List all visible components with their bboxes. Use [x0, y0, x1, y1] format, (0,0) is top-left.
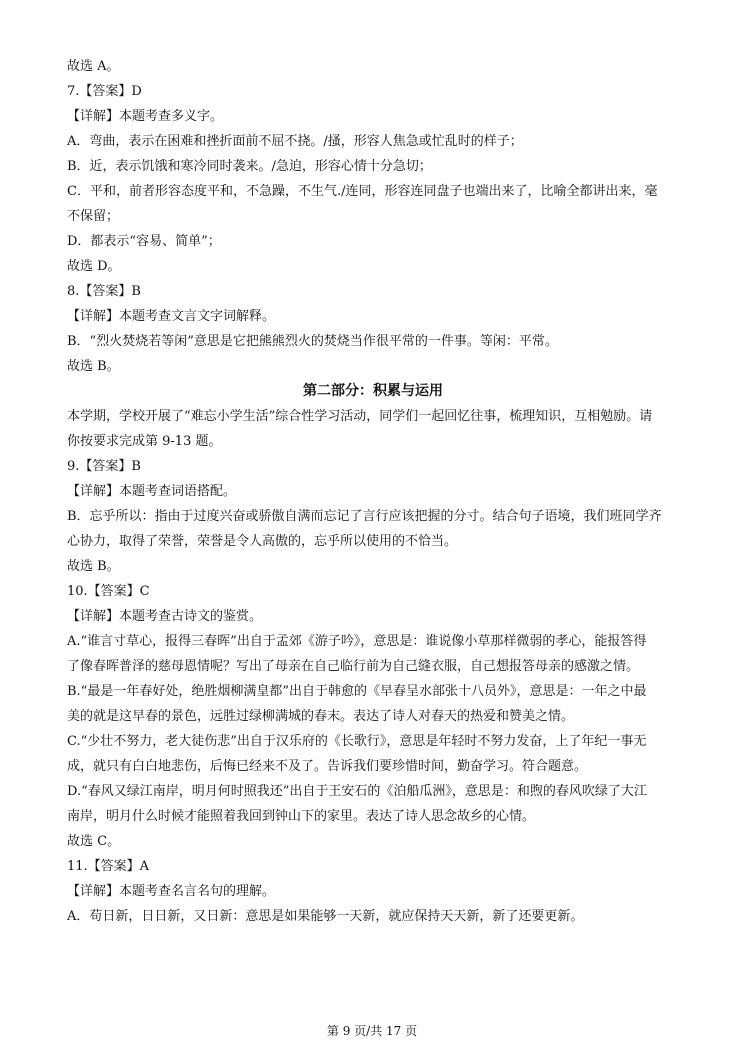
answer-line-q10: 10.【答案】C — [67, 584, 150, 599]
text-line: 南岸，明月什么时候才能照着我回到钟山下的家里。表达了诗人思念故乡的心情。 — [67, 809, 536, 824]
text-line: 【详解】本题考查多义字。 — [67, 109, 224, 124]
text-line: 故选 B。 — [67, 359, 120, 374]
text-line: B．“烈火焚烧若等闲”意思是它把熊熊烈火的焚烧当作很平常的一件事。等闲：平常。 — [67, 334, 558, 349]
text-line: A．苟日新，日日新，又日新：意思是如果能够一天新，就应保持天天新，新了还要更新。 — [67, 909, 584, 924]
answer-line-q8: 8.【答案】B — [67, 284, 141, 299]
text-line: 【详解】本题考查古诗文的鉴赏。 — [67, 609, 263, 624]
text-line: 本学期，学校开展了“难忘小学生活”综合性学习活动，同学们一起回忆往事，梳理知识，互相勉励。请 — [67, 409, 653, 424]
page-content — [67, 54, 679, 929]
text-line: 故选 D。 — [67, 259, 121, 274]
text-line: D．都表示“容易、简单”； — [67, 234, 221, 249]
text-line: 心协力，取得了荣誉，荣誉是令人高傲的，忘乎所以使用的不恰当。 — [67, 534, 458, 549]
answer-line-q7: 7.【答案】D — [67, 84, 142, 99]
text-line: C．平和，前者形容态度平和，不急躁，不生气./连同，形容连同盘子也端出来了，比喻全都讲出来，毫 — [67, 184, 658, 199]
text-line: 你按要求完成第 9-13 题。 — [67, 434, 222, 449]
page-footer: 第 9 页/共 17 页 — [326, 1024, 418, 1038]
text-line: A.“谁言寸草心，报得三春晖”出自于孟郊《游子吟》，意思是：谁说像小草那样微弱的孝心，能报答得 — [67, 634, 647, 649]
text-line: 【详解】本题考查文言文字词解释。 — [67, 309, 276, 324]
text-line: 美的就是这早春的景色，远胜过绿柳满城的春末。表达了诗人对春天的热爱和赞美之情。 — [67, 709, 575, 724]
text-line: 【详解】本题考查词语搭配。 — [67, 484, 237, 499]
text-line: B．忘乎所以：指由于过度兴奋或骄傲自满而忘记了言行应该把握的分寸。结合句子语境，我们班同学齐 — [67, 509, 662, 524]
text-line: C.“少壮不努力，老大徒伤悲”出自于汉乐府的《长歌行》，意思是年轻时不努力发奋，上了年纪一事无 — [67, 734, 647, 749]
text-line: 故选 A。 — [67, 59, 120, 74]
text-line: D.“春风又绿江南岸，明月何时照我还”出自于王安石的《泊船瓜洲》，意思是：和煦的春风吹绿了大江 — [67, 784, 647, 799]
text-line: B．近，表示饥饿和寒冷同时袭来。/急迫，形容心情十分急切； — [67, 159, 432, 174]
text-line: 【详解】本题考查名言名句的理解。 — [67, 884, 276, 899]
answer-line-q11: 11.【答案】A — [67, 859, 150, 874]
answer-line-q9: 9.【答案】B — [67, 459, 141, 474]
text-line: A．弯曲，表示在困难和挫折面前不屈不挠。/搔，形容人焦急或忙乱时的样子； — [67, 134, 523, 149]
text-line: 故选 C。 — [67, 834, 121, 849]
text-line: B.“最是一年春好处，绝胜烟柳满皇都”出自于韩愈的《早春呈水部张十八员外》，意思是：一年之中最 — [67, 684, 647, 699]
text-line: 了像春晖普泽的慈母恩情呢？写出了母亲在自己临行前为自己缝衣服，自己想报答母亲的感激之情。 — [67, 659, 640, 674]
text-line: 不保留； — [67, 209, 120, 224]
text-line: 故选 B。 — [67, 559, 120, 574]
section-heading: 第二部分：积累与运用 — [303, 383, 443, 399]
text-line: 成，就只有白白地悲伤，后悔已经来不及了。告诉我们要珍惜时间，勤奋学习。符合题意。 — [67, 759, 588, 774]
